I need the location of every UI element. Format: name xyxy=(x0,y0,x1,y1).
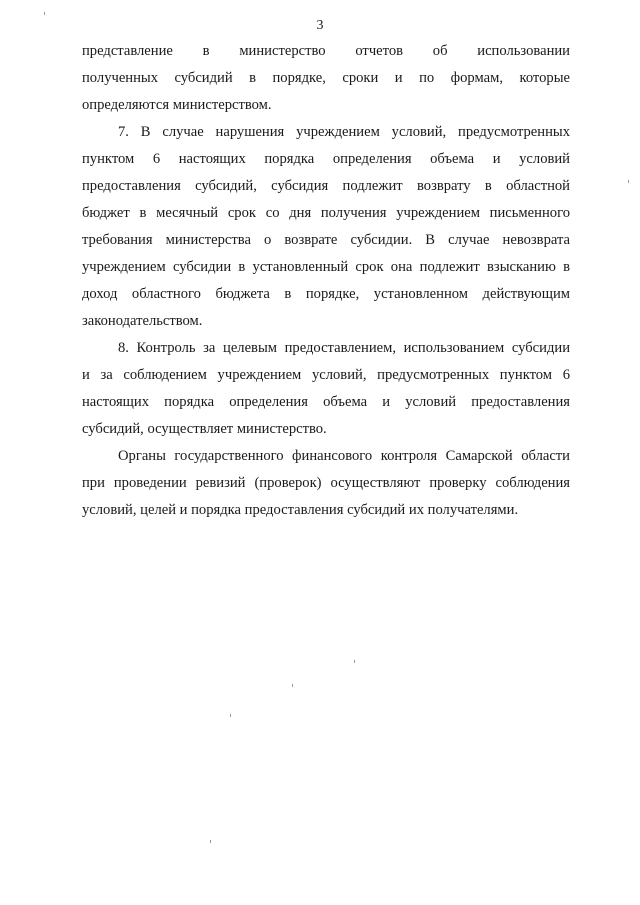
text-line: определяются министерством. xyxy=(82,97,272,113)
text-line: настоящих порядка определения объема и условий предоставления xyxy=(82,394,570,410)
text-line: и за соблюдением учреждением условий, предусмотренных пунктом 6 xyxy=(82,367,570,383)
text-line: полученных субсидий в порядке, сроки и по формам, которые xyxy=(82,70,570,86)
scan-speck xyxy=(354,660,355,663)
text-line: при проведении ревизий (проверок) осуществляют проверку соблюдения xyxy=(82,475,570,491)
text-line: 7. В случае нарушения учреждением условий, предусмотренных xyxy=(118,124,570,140)
text-line: представление в министерство отчетов об использовании xyxy=(82,43,570,59)
text-line: пунктом 6 настоящих порядка определения объема и условий xyxy=(82,151,570,167)
paragraph-item-7 xyxy=(82,119,570,335)
scan-speck xyxy=(292,684,293,687)
scan-speck xyxy=(44,12,45,15)
paragraph-item-8 xyxy=(82,335,570,443)
text-line: условий, целей и порядка предоставления субсидий их получателями. xyxy=(82,502,519,518)
scan-speck xyxy=(210,840,211,843)
page-number: 3 xyxy=(316,18,324,33)
scan-speck xyxy=(628,180,629,183)
scan-speck xyxy=(230,714,231,717)
text-line: требования министерства о возврате субсидии. В случае невозврата xyxy=(82,232,570,248)
text-line: учреждением субсидии в установленный срок она подлежит взысканию в xyxy=(82,259,570,275)
text-line: доход областного бюджета в порядке, установленном действующим xyxy=(82,286,570,302)
document-body xyxy=(82,38,570,524)
text-line: Органы государственного финансового контроля Самарской области xyxy=(118,448,570,464)
paragraph-reports xyxy=(82,38,570,119)
text-line: бюджет в месячный срок со дня получения учреждением письменного xyxy=(82,205,570,221)
text-line: законодательством. xyxy=(82,313,203,329)
paragraph-financial-control xyxy=(82,443,570,524)
text-line: субсидий, осуществляет министерство. xyxy=(82,421,327,437)
text-line: предоставления субсидий, субсидия подлежит возврату в областной xyxy=(82,178,570,194)
text-line: 8. Контроль за целевым предоставлением, использованием субсидии xyxy=(118,340,570,356)
